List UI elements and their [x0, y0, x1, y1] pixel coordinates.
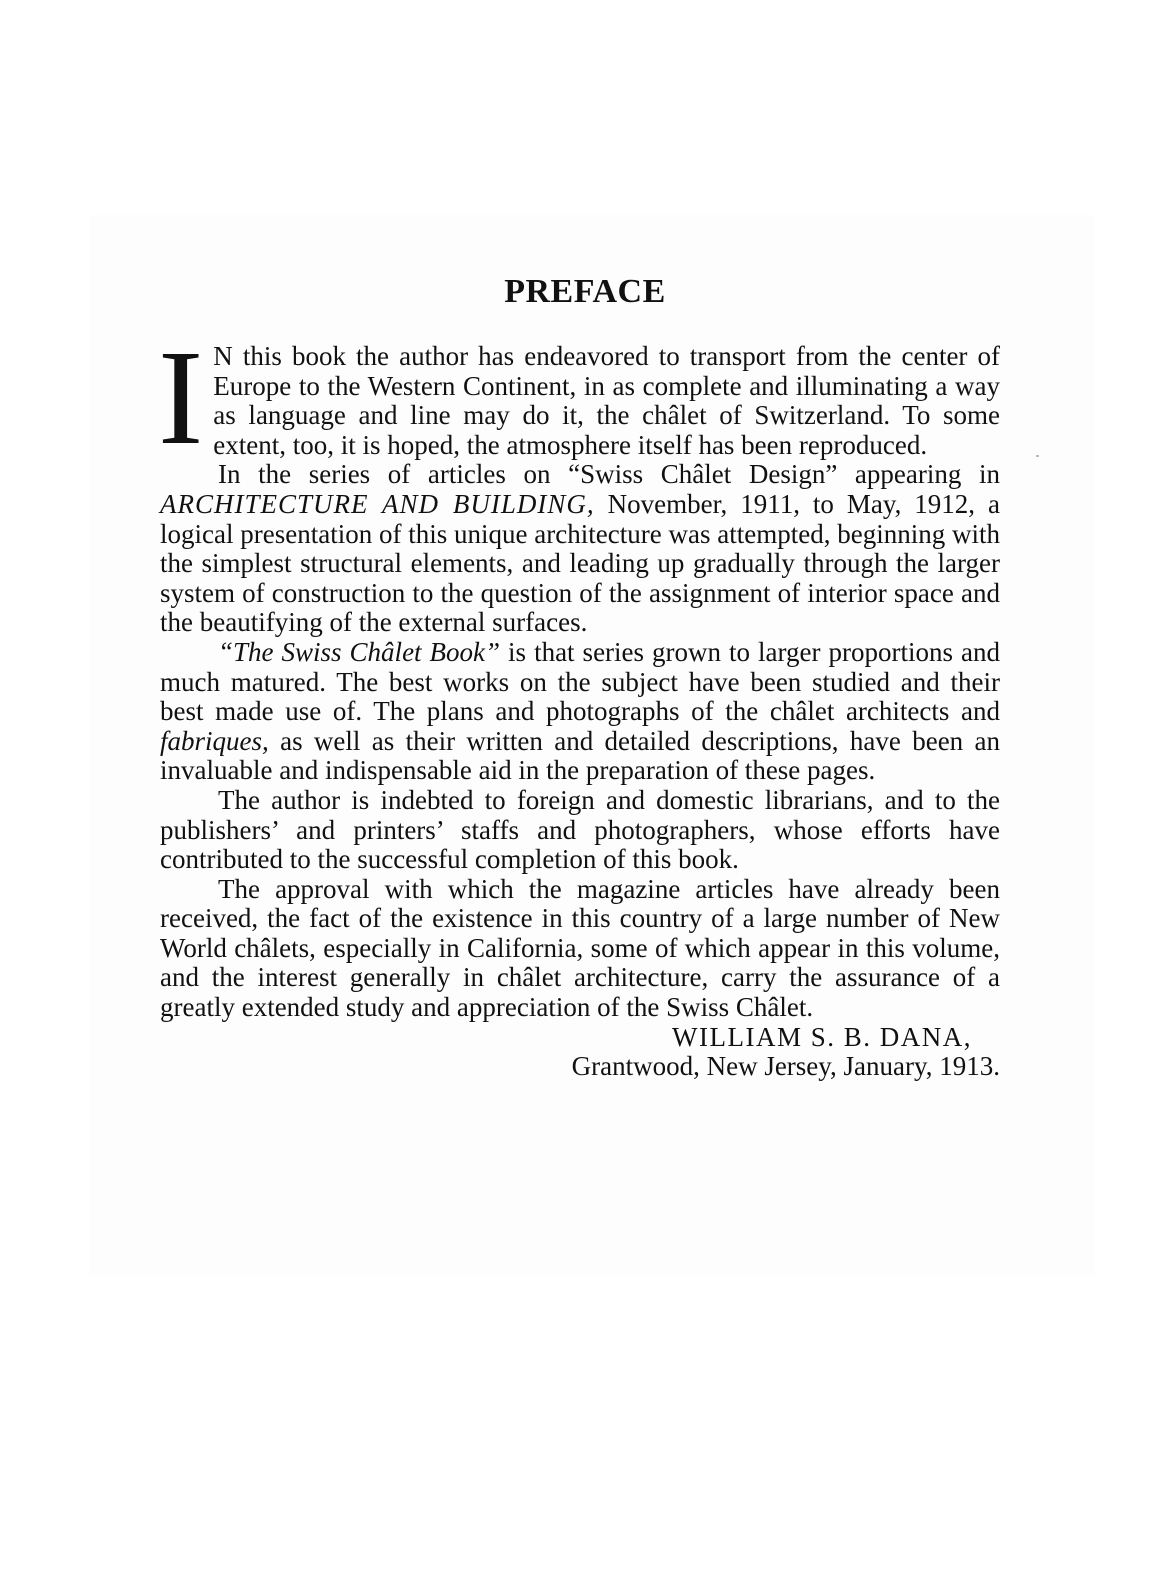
- journal-name: ARCHITECTURE AND BUILDING,: [160, 488, 595, 519]
- paragraph-1-text: N this book the author has endeavored to transport from the center of Europe to the Western Continent, in as complete and illuminating a way as language and line may do it, the châlet of Switzerland. To some extent, too, it is hoped, the atmosphere itself has been reproduced.: [213, 341, 1000, 460]
- paragraph-2-before: In the series of articles on “Swiss Châlet Design” appearing in: [218, 459, 1000, 490]
- scan-speck: [1036, 455, 1039, 457]
- drop-cap: I: [158, 323, 204, 473]
- paragraph-3: [160, 638, 1000, 786]
- paragraph-1: [158, 323, 1000, 473]
- paragraph-3-mid: is that series grown to larger proportions and much matured. The best works on the subject have been studied and their best made use of. The plans and photographs of the châlet architects and: [160, 636, 1000, 727]
- signature-block: [160, 1023, 1000, 1082]
- fabriques-term: fabriques,: [160, 725, 269, 756]
- author-name: WILLIAM S. B. DANA,: [672, 1021, 972, 1052]
- paragraph-5: The approval with which the magazine articles have already been received, the fact of the existence in this country of a large number of New World châlets, especially in California, some of which appear in this volume, and the interest generally in châlet architecture, carry the assurance of a greatly extended study and appreciation of the Swiss Châlet.: [160, 873, 1000, 1023]
- paragraph-2-after: November, 1911, to May, 1912, a logical presentation of this unique architecture was attempted, beginning with the simplest structural elements, and leading up gradually through the larger system of construction to the question of the assignment of interior space and the beautifying of the external surfaces.: [160, 488, 1000, 638]
- place-date: Grantwood, New Jersey, January, 1913.: [571, 1051, 1000, 1082]
- book-title: “The Swiss Châlet Book”: [218, 636, 501, 667]
- paragraph-4: The author is indebted to foreign and domestic librarians, and to the publishers’ and printers’ staffs and photographers, whose efforts have contributed to the successful completion of this book.: [160, 784, 1000, 875]
- page-title: PREFACE: [504, 273, 666, 310]
- paragraph-3-after: as well as their written and detailed descriptions, have been an invaluable and indispensable aid in the preparation of these pages.: [160, 725, 1000, 786]
- preface-text: [160, 272, 1000, 1082]
- paragraph-2: [160, 460, 1000, 638]
